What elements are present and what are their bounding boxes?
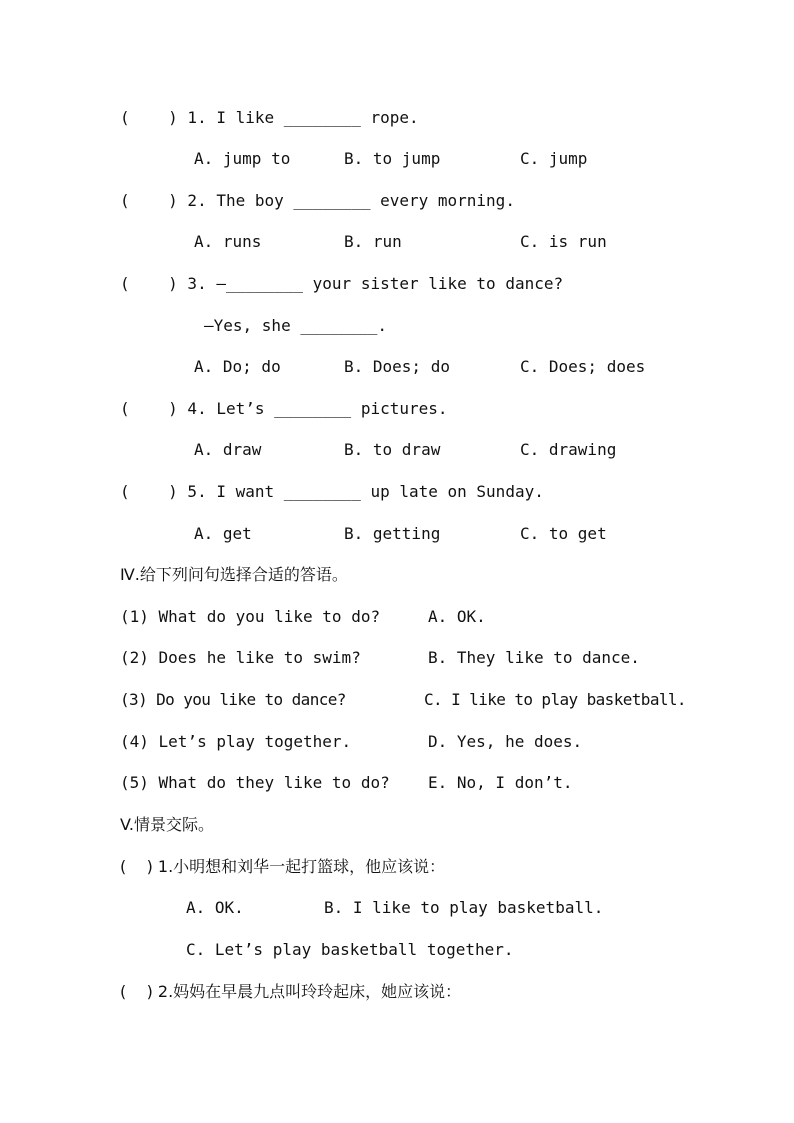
q3-stem-response: —Yes, she ________.	[204, 316, 388, 335]
q2-option-c: C. is run	[520, 232, 607, 251]
match-question-5: (5) What do they like to do?	[120, 773, 390, 792]
q5-option-b: B. getting	[344, 524, 441, 543]
q2-stem: ( ) 2. The boy ________ every morning.	[120, 191, 515, 210]
s5-q1-option-a: A. OK.	[186, 898, 244, 917]
match-question-3: (3) Do you like to dance?	[120, 690, 346, 709]
q2-option-a: A. runs	[194, 232, 262, 251]
match-answer-e: E. No, I don’t.	[428, 773, 573, 792]
q4-option-b: B. to draw	[344, 440, 441, 459]
s5-q1-option-b: B. I like to play basketball.	[324, 898, 604, 917]
q1-option-c: C. jump	[520, 149, 588, 168]
match-answer-b: B. They like to dance.	[428, 648, 640, 667]
match-answer-c: C. I like to play basketball.	[424, 690, 686, 709]
q3-option-c: C. Does; does	[520, 357, 646, 376]
q1-option-b: B. to jump	[344, 149, 441, 168]
s5-q1-stem: ( ) 1.小明想和刘华一起打篮球，他应该说：	[120, 857, 446, 876]
q5-option-c: C. to get	[520, 524, 607, 543]
match-answer-d: D. Yes, he does.	[428, 732, 583, 751]
q5-stem: ( ) 5. I want ________ up late on Sunday.	[120, 482, 544, 501]
s5-q2-stem: ( ) 2.妈妈在早晨九点叫玲玲起床，她应该说：	[120, 982, 462, 1001]
q3-option-a: A. Do; do	[194, 357, 281, 376]
q1-stem: ( ) 1. I like ________ rope.	[120, 108, 419, 127]
match-question-2: (2) Does he like to swim?	[120, 648, 361, 667]
q4-stem: ( ) 4. Let’s ________ pictures.	[120, 399, 448, 418]
q4-option-c: C. drawing	[520, 440, 617, 459]
s5-q1-option-c: C. Let’s play basketball together.	[186, 940, 514, 959]
q1-option-a: A. jump to	[194, 149, 291, 168]
q3-stem: ( ) 3. —________ your sister like to dance?	[120, 274, 564, 293]
match-question-4: (4) Let’s play together.	[120, 732, 352, 751]
match-question-1: (1) What do you like to do?	[120, 607, 381, 626]
section5-title: V.情景交际。	[120, 815, 214, 834]
q2-option-b: B. run	[344, 232, 402, 251]
q3-option-b: B. Does; do	[344, 357, 450, 376]
section4-title: Ⅳ.给下列问句选择合适的答语。	[120, 565, 348, 584]
q4-option-a: A. draw	[194, 440, 262, 459]
match-answer-a: A. OK.	[428, 607, 486, 626]
q5-option-a: A. get	[194, 524, 252, 543]
